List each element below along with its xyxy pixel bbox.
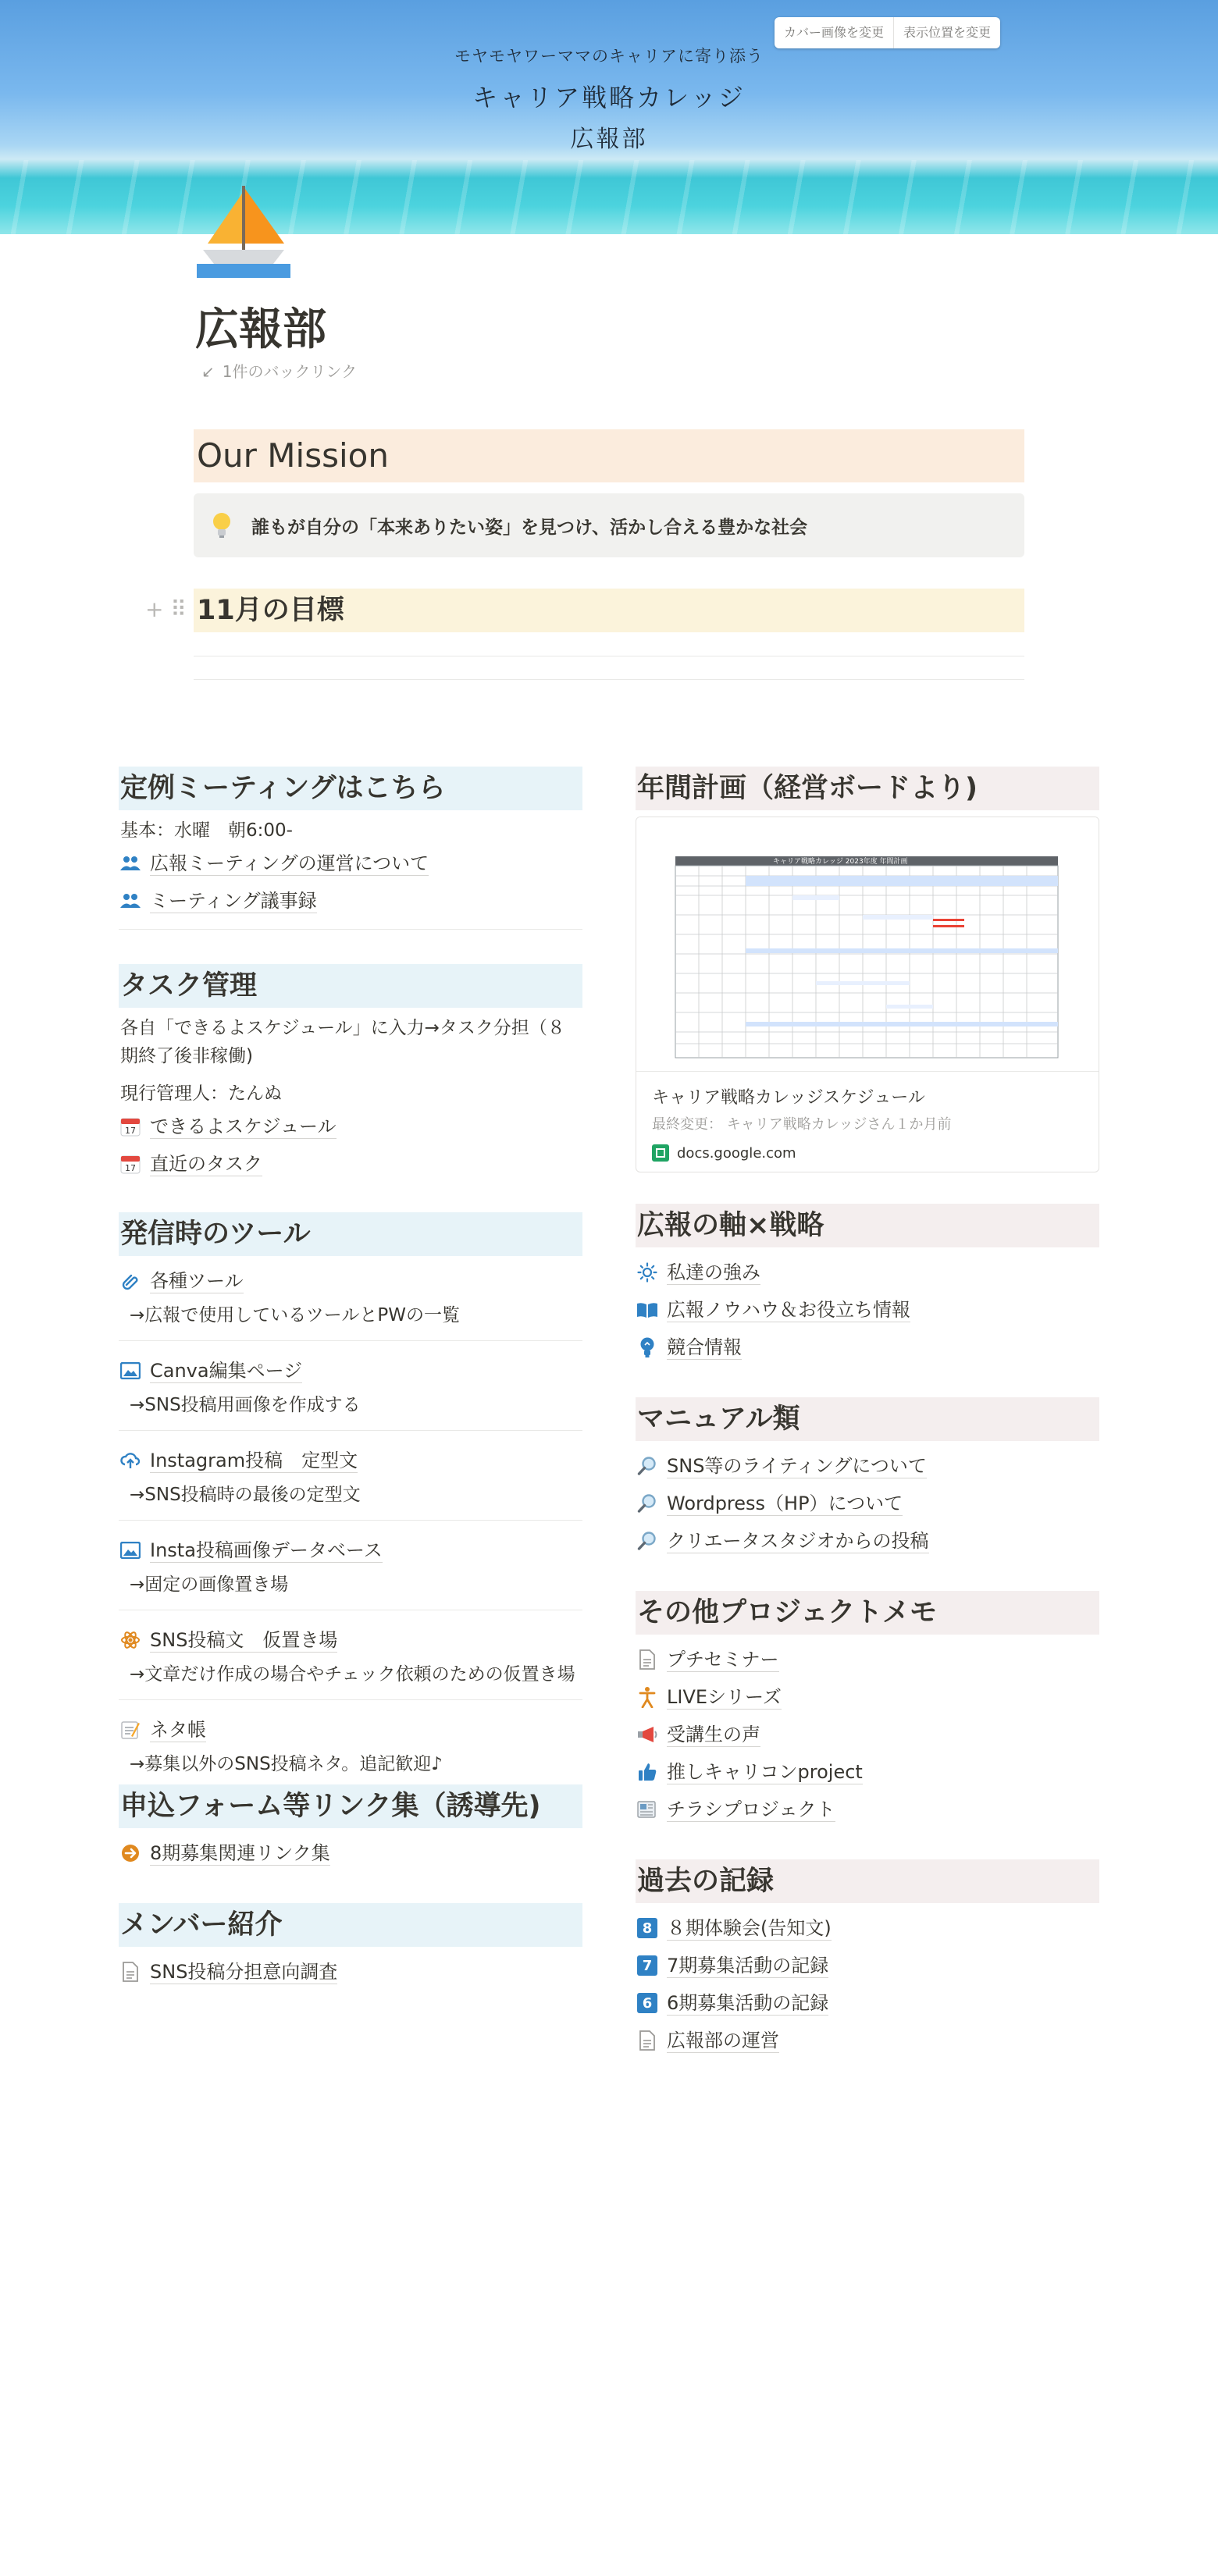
link-recruit-links[interactable] [119,1834,582,1872]
link-canva[interactable] [119,1352,582,1389]
tasks-note: 各自「できるよスケジュール」に入力→タスク分担（８期終了後非稼働) [120,1018,565,1066]
link-sns-survey[interactable] [119,1953,582,1991]
link-oshi-project[interactable] [636,1753,1099,1791]
link-label: SNS投稿分担意向調査 [150,1960,338,1983]
svg-text:17: 17 [125,1163,136,1173]
arrow-circle-right-icon [119,1841,142,1865]
magnifier-icon [636,1529,659,1553]
link-label: SNS等のライティングについて [667,1454,927,1477]
link-label: チラシプロジェクト [667,1798,835,1820]
thumbnail-title: キャリア戦略カレッジ 2023年度 年間計画 [773,858,908,866]
mission-callout [194,493,1024,557]
magnifier-icon [636,1492,659,1515]
cover-title-line2: 広報部 [570,126,648,153]
person-icon [636,1685,659,1709]
link-wordpress[interactable] [636,1485,1099,1522]
forms-heading: 申込フォーム等リンク集（誘導先) [119,1784,582,1828]
google-sheets-icon [652,1144,669,1162]
image-icon [119,1359,142,1382]
link-label: 推しキャリコンproject [667,1760,863,1783]
link-label: ミーティング議事録 [150,889,317,912]
bookmark-url-text: docs.google.com [677,1144,796,1162]
backlink[interactable] [201,359,357,382]
link-label: できるよスケジュール [150,1115,337,1137]
link-meeting-minutes[interactable] [119,882,582,920]
reposition-button[interactable]: 表示位置を変更 [893,17,1000,48]
link-tools[interactable] [119,1262,582,1300]
link-label: 広報ノウハウ＆お役立ち情報 [667,1298,910,1321]
link-insta-database[interactable] [119,1532,582,1569]
calendar-icon [119,1152,142,1176]
tool-description: →SNS投稿時の最後の定型文 [130,1485,361,1505]
people-icon [119,889,142,913]
link-label: クリエータスタジオからの投稿 [667,1529,929,1552]
tasks-manager: 現行管理人：たんぬ [120,1083,282,1104]
meeting-heading: 定例ミーティングはこちら [119,767,582,810]
divider [119,1340,582,1341]
link-label: Insta投稿画像データベース [150,1539,383,1561]
tool-description: →文章だけ作成の場合やチェック依頼のための仮置き場 [130,1664,575,1685]
link-schedule[interactable] [119,1108,582,1145]
backlink-arrow-icon: ↙ [201,362,215,381]
right-column [636,767,1099,2059]
megaphone-icon [636,1723,659,1746]
newspaper-icon [636,1798,659,1821]
bookmark-thumbnail [636,817,1099,1072]
tool-description: →固定の画像置き場 [130,1574,289,1595]
link-label: SNS投稿文 仮置き場 [150,1628,338,1651]
link-label: 直近のタスク [150,1152,262,1175]
meeting-note: 基本：水曜 朝6:00- [120,820,293,841]
people-icon [119,852,142,875]
link-live-series[interactable] [636,1678,1099,1716]
link-term6-records[interactable] [636,1984,1099,2022]
tool-description: →募集以外のSNS投稿ネタ。追記歓迎♪ [130,1754,443,1774]
bookmark-url [652,1144,1083,1162]
link-label: 広報ミーティングの運営について [150,852,429,874]
link-term7-records[interactable] [636,1947,1099,1984]
link-flyer-project[interactable] [636,1791,1099,1828]
link-sns-draft[interactable] [119,1621,582,1659]
manuals-heading: マニュアル類 [636,1397,1099,1441]
link-creator-studio[interactable] [636,1522,1099,1560]
block-drag-handle[interactable]: + ⠿ [145,596,187,622]
divider [119,1520,582,1521]
keycap-6-icon: 6 [636,1991,659,2015]
keycap-8-icon: 8 [636,1916,659,1940]
annual-plan-heading: 年間計画（経営ボードより) [636,767,1099,810]
link-student-voices[interactable] [636,1716,1099,1753]
link-label: 私達の強み [667,1261,760,1283]
bookmark-card[interactable] [636,817,1099,1172]
tool-description: →SNS投稿用画像を作成する [130,1395,361,1415]
cover-subtitle: モヤモヤワーママのキャリアに寄り添う [454,47,764,66]
lightbulb-icon [636,1336,659,1359]
mission-heading: Our Mission [194,429,1024,482]
divider [194,679,1024,680]
change-cover-button[interactable]: カバー画像を変更 [784,25,885,40]
page-title: 広報部 [195,304,326,355]
mission-text: 誰もが自分の「本来ありたい姿」を見つけ、活かし合える豊かな社会 [251,517,808,538]
lightbulb-icon [211,512,233,539]
divider [119,1699,582,1700]
divider [119,1430,582,1431]
strategy-heading: 広報の軸×戦略 [636,1204,1099,1247]
bookmark-title: キャリア戦略カレッジスケジュール [652,1088,925,1108]
left-column [119,767,582,1991]
link-label: 広報部の運営 [667,2029,779,2051]
page-icon [636,1648,659,1671]
link-label: Canva編集ページ [150,1359,303,1382]
link-pr-operation[interactable] [636,2022,1099,2059]
backlink-label: 1件のバックリンク [222,362,358,381]
link-meeting-operation[interactable] [119,845,582,882]
page-icon [636,2029,659,2052]
link-label: ネタ帳 [150,1718,206,1741]
paperclip-icon [119,1269,142,1293]
link-strengths[interactable] [636,1254,1099,1291]
page-icon [119,1960,142,1984]
cover-title-line1: キャリア戦略カレッジ [472,83,746,112]
svg-text:17: 17 [125,1126,136,1136]
link-label: Instagram投稿 定型文 [150,1449,358,1471]
link-label: Wordpress（HP）について [667,1492,903,1514]
cover-controls [775,17,1000,48]
calendar-icon [119,1115,142,1138]
link-recent-tasks[interactable] [119,1145,582,1183]
thumbs-up-icon [636,1760,659,1784]
image-icon [119,1539,142,1562]
link-term8-trial[interactable] [636,1909,1099,1947]
link-label: プチセミナー [667,1648,779,1670]
goal-heading: 11月の目標 [194,589,1024,632]
link-label: 6期募集活動の記録 [667,1991,829,2014]
bookmark-meta: 最終変更： キャリア戦略カレッジさん１か月前 [652,1116,952,1133]
projects-heading: その他プロジェクトメモ [636,1591,1099,1635]
cloud-upload-icon [119,1449,142,1472]
link-label: 受講生の声 [667,1723,760,1745]
link-label: 8期募集関連リンク集 [150,1841,330,1864]
sun-icon [636,1261,659,1284]
tasks-heading: タスク管理 [119,964,582,1008]
link-label: 競合情報 [667,1336,742,1358]
atom-icon [119,1628,142,1652]
link-idea-notes[interactable] [119,1711,582,1749]
link-label: ８期体験会(告知文) [667,1916,832,1939]
sailboat-icon[interactable] [197,181,290,278]
link-label: 各種ツール [150,1269,244,1292]
link-label: LIVEシリーズ [667,1685,782,1708]
divider [119,929,582,930]
link-instagram-template[interactable] [119,1442,582,1479]
book-icon [636,1298,659,1322]
keycap-7-icon: 7 [636,1954,659,1977]
tool-description: →広報で使用しているツールとPWの一覧 [130,1305,460,1325]
tools-heading: 発信時のツール [119,1212,582,1256]
link-label: 7期募集活動の記録 [667,1954,829,1976]
cover-image [0,0,1218,234]
magnifier-icon [636,1454,659,1478]
memo-icon [119,1718,142,1742]
members-heading: メンバー紹介 [119,1903,582,1947]
past-records-heading: 過去の記録 [636,1859,1099,1903]
link-knowhow[interactable] [636,1291,1099,1329]
link-writing[interactable] [636,1447,1099,1485]
spreadsheet-thumbnail [636,817,1099,1072]
link-competitors[interactable] [636,1329,1099,1366]
link-petit-seminar[interactable] [636,1641,1099,1678]
